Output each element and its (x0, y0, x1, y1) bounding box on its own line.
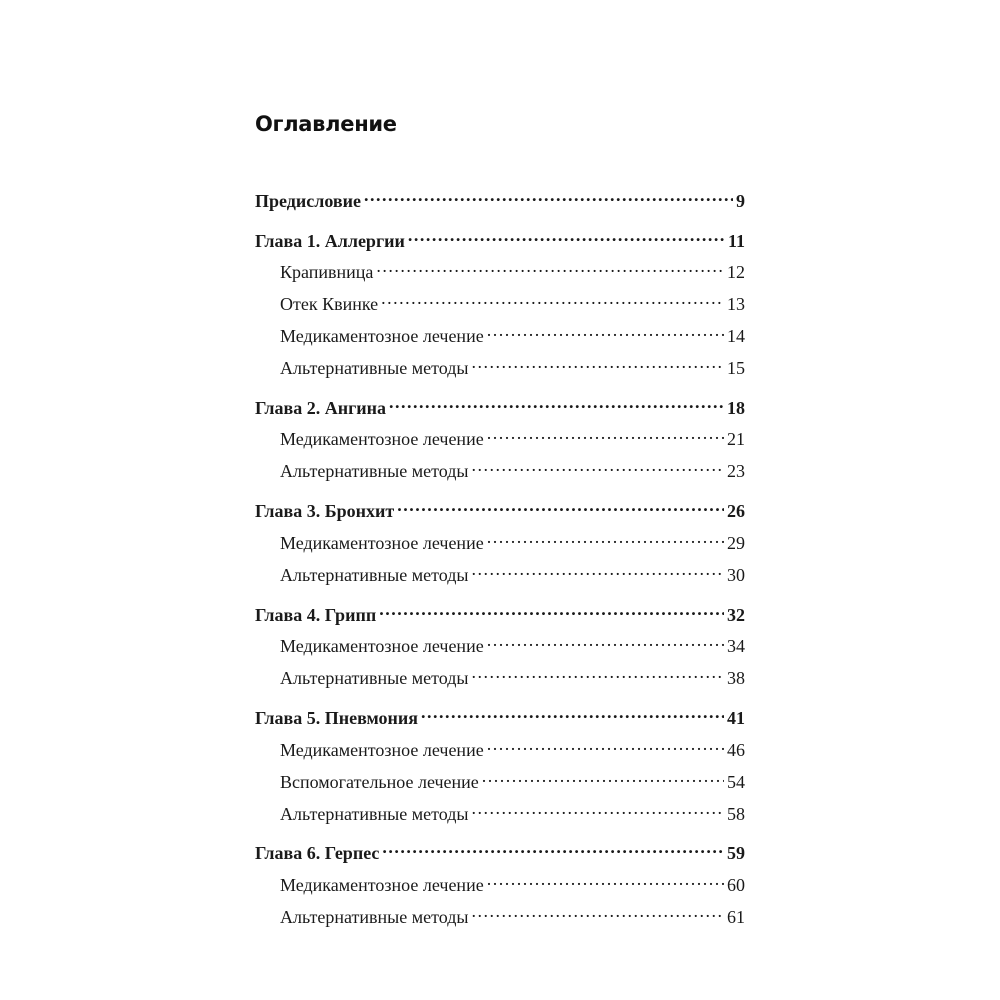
table-of-contents (255, 0, 745, 1000)
toc-entry-chapter-3[interactable] (255, 493, 745, 521)
toc-dot-leader (471, 899, 724, 923)
toc-dot-leader (471, 453, 724, 477)
toc-entry-section[interactable] (255, 254, 745, 282)
toc-entry-chapter-6[interactable] (255, 835, 745, 863)
toc-entry-label: Глава 4. Грипп (255, 605, 377, 625)
toc-dot-leader (382, 835, 724, 859)
toc-entry-section[interactable] (255, 421, 745, 449)
toc-entry-section[interactable] (255, 525, 745, 553)
toc-entry-label: Глава 5. Пневмония (255, 708, 419, 728)
toc-page-number: 21 (727, 429, 745, 449)
toc-dot-leader (381, 286, 724, 310)
toc-entry-section[interactable] (255, 318, 745, 346)
toc-entry-label: Крапивница (280, 262, 374, 282)
toc-page-number: 11 (727, 231, 745, 251)
toc-dot-leader (471, 660, 724, 684)
toc-entry-section[interactable] (255, 796, 745, 824)
toc-dot-leader (487, 318, 724, 342)
toc-entry-section[interactable] (255, 557, 745, 585)
toc-dot-leader (482, 764, 724, 788)
toc-dot-leader (379, 597, 724, 621)
toc-entry-label: Вспомогательное лечение (280, 772, 479, 792)
toc-entry-label: Медикаментозное лечение (280, 533, 484, 553)
toc-entry-chapter-1[interactable] (255, 223, 745, 251)
toc-dot-leader (487, 525, 724, 549)
toc-entry-preface[interactable] (255, 183, 745, 211)
toc-page-number: 34 (727, 636, 745, 656)
toc-entry-label: Альтернативные методы (280, 565, 469, 585)
toc-dot-leader (487, 628, 724, 652)
toc-entry-section[interactable] (255, 660, 745, 688)
toc-dot-leader (421, 700, 724, 724)
toc-page-number: 14 (727, 326, 745, 346)
toc-entry-label: Альтернативные методы (280, 907, 469, 927)
toc-page-number: 9 (736, 191, 745, 211)
toc-page-number: 32 (727, 605, 745, 625)
toc-entry-label: Медикаментозное лечение (280, 740, 484, 760)
toc-entry-section[interactable] (255, 899, 745, 927)
toc-page-number: 46 (727, 740, 745, 760)
toc-dot-leader (487, 421, 724, 445)
toc-entry-label: Альтернативные методы (280, 461, 469, 481)
toc-entry-section[interactable] (255, 732, 745, 760)
toc-entry-chapter-5[interactable] (255, 700, 745, 728)
toc-dot-leader (471, 796, 724, 820)
toc-page-number: 18 (727, 398, 745, 418)
toc-entry-chapter-4[interactable] (255, 597, 745, 625)
toc-dot-leader (376, 254, 724, 278)
toc-dot-leader (364, 183, 733, 207)
toc-page-number: 59 (727, 843, 745, 863)
toc-page-number: 29 (727, 533, 745, 553)
toc-dot-leader (389, 390, 724, 414)
toc-entry-label: Медикаментозное лечение (280, 429, 484, 449)
toc-page-number: 26 (727, 501, 745, 521)
toc-dot-leader (397, 493, 724, 517)
toc-page-number: 30 (727, 565, 745, 585)
toc-page-number: 15 (727, 358, 745, 378)
toc-dot-leader (471, 557, 724, 581)
toc-entry-label: Альтернативные методы (280, 358, 469, 378)
toc-entry-label: Глава 6. Герпес (255, 843, 380, 863)
toc-dot-leader (408, 223, 725, 247)
toc-entry-label: Медикаментозное лечение (280, 636, 484, 656)
toc-entry-section[interactable] (255, 453, 745, 481)
toc-page-number: 12 (727, 262, 745, 282)
toc-entry-section[interactable] (255, 867, 745, 895)
toc-entry-label: Отек Квинке (280, 294, 379, 314)
toc-dot-leader (487, 867, 724, 891)
toc-entry-section[interactable] (255, 286, 745, 314)
toc-entry-label: Альтернативные методы (280, 668, 469, 688)
toc-page-number: 60 (727, 875, 745, 895)
toc-dot-leader (471, 350, 724, 374)
toc-entry-section[interactable] (255, 764, 745, 792)
toc-entry-label: Медикаментозное лечение (280, 875, 484, 895)
toc-entry-label: Глава 2. Ангина (255, 398, 387, 418)
toc-entry-chapter-2[interactable] (255, 390, 745, 418)
toc-page-number: 38 (727, 668, 745, 688)
toc-entry-label: Альтернативные методы (280, 804, 469, 824)
toc-entry-label: Предисловие (255, 191, 361, 211)
toc-entry-label: Глава 1. Аллергии (255, 231, 405, 251)
toc-page-number: 23 (727, 461, 745, 481)
toc-page-number: 54 (727, 772, 745, 792)
toc-page-number: 41 (727, 708, 745, 728)
toc-entry-label: Глава 3. Бронхит (255, 501, 395, 521)
toc-dot-leader (487, 732, 724, 756)
toc-entry-section[interactable] (255, 628, 745, 656)
toc-page-number: 61 (727, 907, 745, 927)
toc-page-number: 58 (727, 804, 745, 824)
toc-entry-label: Медикаментозное лечение (280, 326, 484, 346)
page-title: Оглавление (255, 112, 397, 136)
toc-entry-section[interactable] (255, 350, 745, 378)
toc-page-number: 13 (727, 294, 745, 314)
